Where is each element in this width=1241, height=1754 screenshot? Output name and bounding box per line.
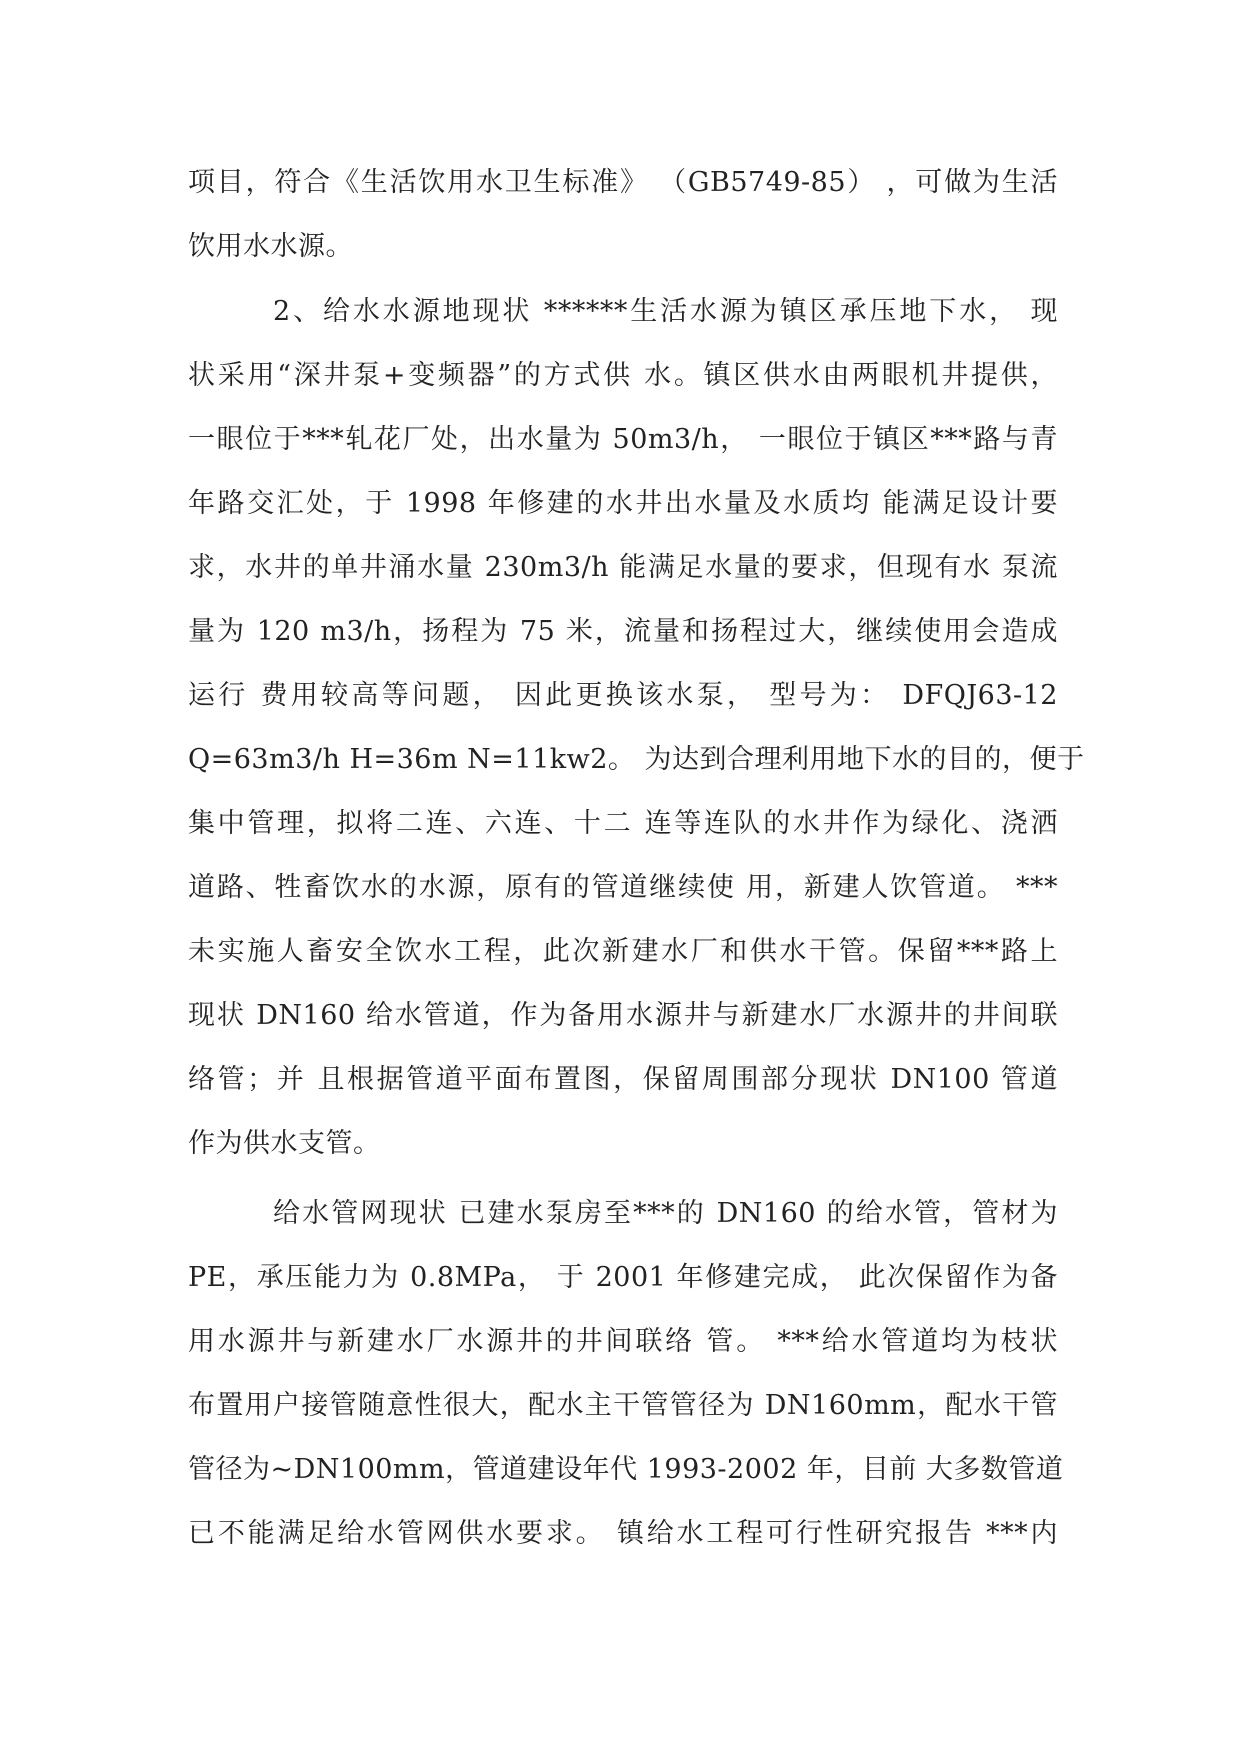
text-line: 量为 120 m3/h，扬程为 75 米，流量和扬程过大，继续使用会造成: [188, 616, 1058, 647]
text-line: 作为供水支管。: [188, 1128, 381, 1159]
text-line: 络管；并 且根据管道平面布置图，保留周围部分现状 DN100 管道: [188, 1064, 1058, 1095]
text-line: 一眼位于***轧花厂处，出水量为 50m3/h， 一眼位于镇区***路与青: [188, 424, 1058, 455]
paragraph-water-source-status: [188, 280, 1085, 1176]
text-line: 项目，符合《生活饮用水卫生标准》 （GB5749-85） ，可做为生活: [188, 167, 1058, 198]
text-line: 管径为~DN100mm，管道建设年代 1993-2002 年，目前 大多数管道: [188, 1454, 1064, 1485]
text-line: 饮用水水源。: [188, 231, 353, 262]
text-line: 已不能满足给水管网供水要求。 镇给水工程可行性研究报告 ***内: [188, 1518, 1058, 1549]
text-line: 用水源井与新建水厂水源井的井间联络 管。 ***给水管道均为枝状: [188, 1326, 1058, 1357]
text-line: 运行 费用较高等问题， 因此更换该水泵， 型号为： DFQJ63-12: [188, 680, 1058, 711]
text-line: 集中管理，拟将二连、六连、十二 连等连队的水井作为绿化、浇洒: [188, 808, 1058, 839]
text-line: Q=63m3/h H=36m N=11kw2。 为达到合理利用地下水的目的，便于: [188, 744, 1085, 775]
text-line: 现状 DN160 给水管道，作为备用水源井与新建水厂水源井的井间联: [188, 1000, 1058, 1031]
text-line: 年路交汇处，于 1998 年修建的水井出水量及水质均 能满足设计要: [188, 488, 1058, 519]
text-line: PE，承压能力为 0.8MPa， 于 2001 年修建完成， 此次保留作为备: [188, 1262, 1058, 1293]
text-line: 求，水井的单井涌水量 230m3/h 能满足水量的要求，但现有水 泵流: [188, 552, 1058, 583]
text-line: 给水管网现状 已建水泵房至***的 DN160 的给水管，管材为: [273, 1198, 1058, 1229]
text-line: 状采用“深井泵+变频器”的方式供 水。镇区供水由两眼机井提供，: [188, 360, 1058, 391]
paragraph-water-standard: [188, 151, 1058, 279]
text-line: 2、给水水源地现状 ******生活水源为镇区承压地下水， 现: [273, 296, 1058, 327]
text-line: 未实施人畜安全饮水工程，此次新建水厂和供水干管。保留***路上: [188, 936, 1058, 967]
text-line: 道路、牲畜饮水的水源，原有的管道继续使 用，新建人饮管道。 ***: [188, 872, 1058, 903]
paragraph-pipe-network-status: [188, 1182, 1064, 1566]
text-line: 布置用户接管随意性很大，配水主干管管径为 DN160mm，配水干管: [188, 1390, 1058, 1421]
